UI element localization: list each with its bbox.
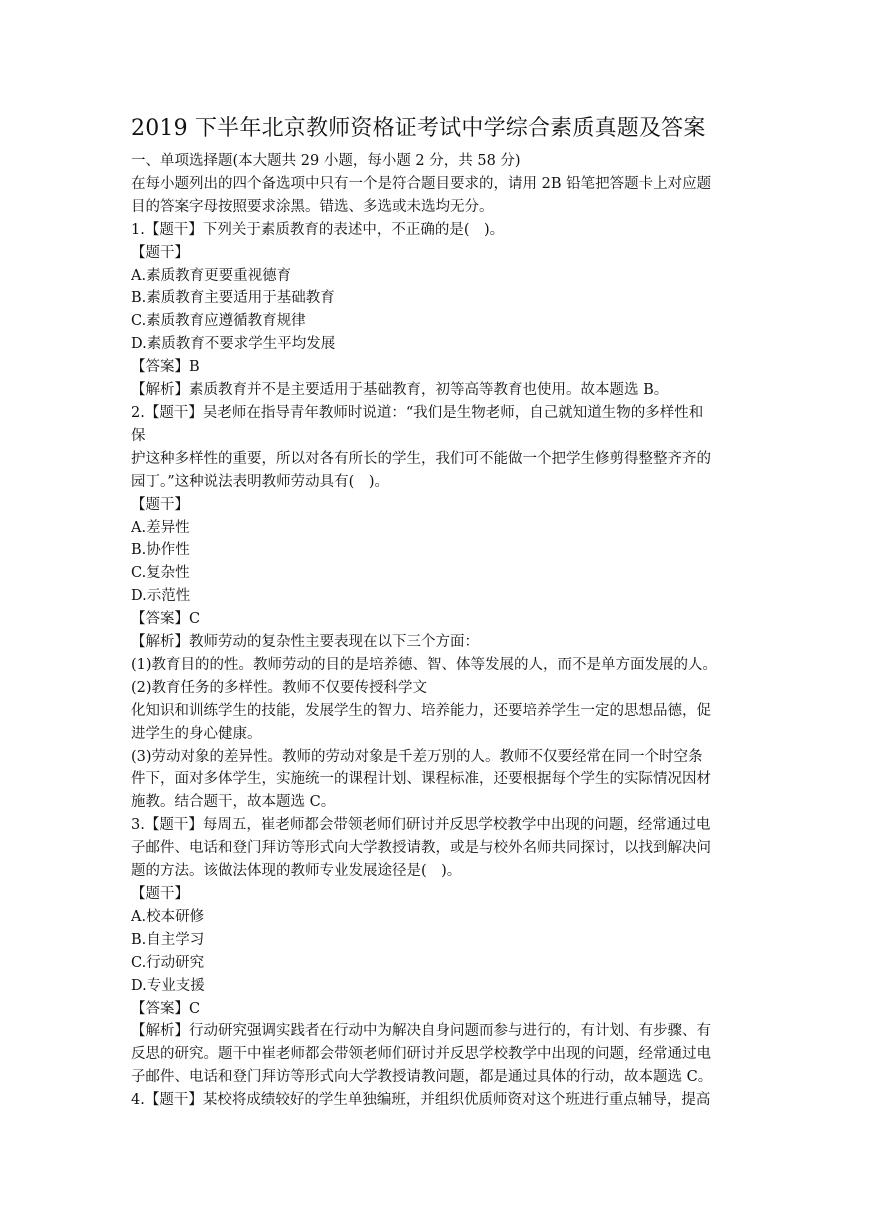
text-line: (2)教育任务的多样性。教师不仅要传授科学文 [131,679,428,696]
text-line: D.示范性 [131,588,191,605]
text-line: 目的答案字母按照要求涂黑。错选、多选或未选均无分。 [131,198,494,215]
text-line: 【解析】教师劳动的复杂性主要表现在以下三个方面： [131,634,479,651]
text-line: 【题干】 [131,496,189,513]
text-line: 在每小题列出的四个备选项中只有一个是符合题目要求的，请用 2B 铅笔把答题卡上对应题 [131,175,712,192]
text-line: 3.【题干】每周五，崔老师都会带领老师们研讨并反思学校教学中出现的问题，经常通过电 [131,817,711,834]
text-line: B.自主学习 [131,931,205,948]
text-line: 反思的研究。题干中崔老师都会带领老师们研讨并反思学校教学中出现的问题，经常通过电 [131,1046,711,1063]
text-line: 【答案】C [131,1000,201,1017]
text-line: 件下，面对多体学生，实施统一的课程计划、课程标准，还要根据每个学生的实际情况因材 [131,771,711,788]
text-line: C.行动研究 [131,954,205,971]
text-line: 子邮件、电话和登门拜访等形式向大学教授请教问题，都是通过具体的行动，故本题选 C。 [131,1069,713,1086]
text-line: 施教。结合题干，故本题选 C。 [131,794,336,811]
text-line: 护这种多样性的重要，所以对各有所长的学生，我们可不能做一个把学生修剪得整整齐齐的 [131,450,711,467]
document-title: 2019 下半年北京教师资格证考试中学综合素质真题及答案 [131,116,706,141]
text-line: A.素质教育更要重视德育 [131,267,292,284]
text-line: A.差异性 [131,519,190,536]
text-line: 【答案】C [131,611,201,628]
text-line: B.协作性 [131,542,190,559]
text-line: D.素质教育不要求学生平均发展 [131,336,336,353]
text-line: 1.【题干】下列关于素质教育的表述中，不正确的是( )。 [131,221,505,238]
text-line: 【答案】B [131,359,200,376]
text-line: 园丁。”这种说法表明教师劳动具有( )。 [131,473,389,490]
text-line: D.专业支援 [131,977,205,994]
text-line: C.素质教育应遵循教育规律 [131,313,306,330]
text-line: 2.【题干】吴老师在指导青年教师时说道：“我们是生物老师，自己就知道生物的多样性和 [131,404,704,421]
text-line: 化知识和训练学生的技能，发展学生的智力、培养能力，还要培养学生一定的思想品德，促 [131,702,711,719]
text-line: 4.【题干】某校将成绩较好的学生单独编班，并组织优质师资对这个班进行重点辅导，提高 [131,1092,711,1109]
text-line: A.校本研修 [131,908,205,925]
text-line: B.素质教育主要适用于基础教育 [131,290,335,307]
text-line: 【解析】行动研究强调实践者在行动中为解决自身问题而参与进行的，有计划、有步骤、有 [131,1023,711,1040]
text-line: 题的方法。该做法体现的教师专业发展途径是( )。 [131,863,462,880]
text-line: 【解析】素质教育并不是主要适用于基础教育，初等高等教育也使用。故本题选 B。 [131,382,669,399]
text-line: 进学生的身心健康。 [131,725,262,742]
text-line: 一、单项选择题(本大题共 29 小题，每小题 2 分，共 58 分) [131,153,521,169]
text-line: (3)劳动对象的差异性。教师的劳动对象是千差万别的人。教师不仅要经常在同一个时空条 [131,748,703,765]
text-line: 保 [131,427,146,444]
document-body [131,150,741,1112]
text-line: 子邮件、电话和登门拜访等形式向大学教授请教，或是与校外名师共同探讨，以找到解决问 [131,840,711,857]
text-line: (1)教育目的的性。教师劳动的目的是培养德、智、体等发展的人，而不是单方面发展的人。 [131,656,718,673]
document-page [131,112,741,1112]
text-line: 【题干】 [131,244,189,261]
text-line: C.复杂性 [131,565,190,582]
text-line: 【题干】 [131,886,189,902]
